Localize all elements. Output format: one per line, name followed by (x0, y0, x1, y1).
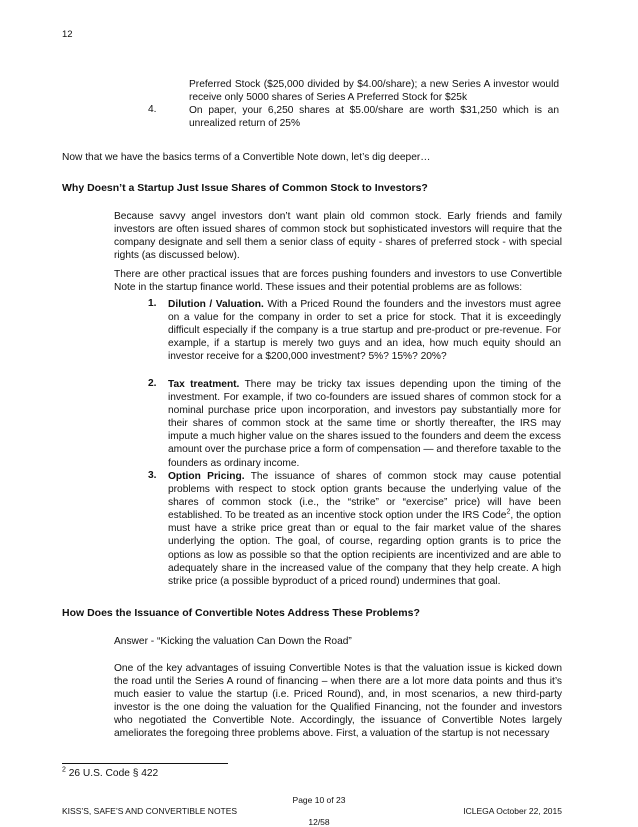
intro-paragraph: Now that we have the basics terms of a Convertible Note down, let’s dig deeper… (62, 152, 431, 163)
footnote-divider (62, 763, 228, 764)
issue-3 (168, 470, 561, 588)
list-number-4: 4. (148, 104, 157, 115)
issue-3-title: Option Pricing. (168, 471, 245, 482)
issue-1-title: Dilution / Valuation. (168, 299, 264, 310)
footer-right-date: ICLEGA October 22, 2015 (463, 806, 562, 816)
corner-page-number: 12 (62, 29, 73, 40)
issue-number-2: 2. (148, 378, 157, 389)
footnote (62, 768, 158, 779)
footnote-mark: 2 (62, 766, 66, 774)
issue-2-text: There may be tricky tax issues depending upon the timing of the investment. For example, if two co-founders are issued shares of common stock for a nominal purchase price upon incorporation, and investors pay substantially more for their shares of common stock at the same time or shortly thereafter, the IRS may impute a much higher value on the shares issued to the founders and deem the excess amount over the purchase price a form of compensation — and therefore taxable to the founders as ordinary income. (168, 379, 562, 469)
footnote-text: 26 U.S. Code § 422 (65, 768, 159, 779)
footer-slide-number: 12/58 (308, 817, 330, 827)
answer-line: Answer - “Kicking the valuation Can Down the Road” (114, 636, 352, 647)
issue-3-text-b: , the option must have a strike price great than or equal to the fair market value of the shares underlying the option. The goal, of course, regarding option grants is to price the options as low as possible so that the option recipients are incentivized and are able to adequately share in the increased value of the company that they help create. A high strike price (a possible byproduct of a priced round) undermines that goal. (168, 510, 561, 587)
section-heading-2: How Does the Issuance of Convertible Notes Address These Problems? (62, 607, 420, 619)
carryover-text: Preferred Stock ($25,000 divided by $4.00/share); a new Series A investor would receive only 5000 shares of Series A Preferred Stock for $25k (189, 79, 559, 104)
issue-number-1: 1. (148, 298, 157, 309)
footnote-reference[interactable]: 2 (506, 508, 511, 516)
issue-2 (168, 378, 561, 470)
footer-left-title: KISS’S, SAFE’S AND CONVERTIBLE NOTES (62, 806, 238, 816)
issue-1 (168, 298, 561, 363)
issue-number-3: 3. (148, 470, 157, 481)
section-heading-1: Why Doesn’t a Startup Just Issue Shares of Common Stock to Investors? (62, 182, 428, 194)
section2-paragraph: One of the key advantages of issuing Convertible Notes is that the valuation issue is kicked down the road until the Series A round of financing – when there are a lot more data points and thus it’s much easier to value the startup (i.e. Priced Round), and, in most scenarios, a new third-party investor is the one doing the valuation for the Qualified Financing, not the founder and investors who negotiated the Convertible Note. Accordingly, the issuance of Convertible Notes largely ameliorates the foregoing three problems above. First, a valuation of the startup is not necessary (114, 663, 562, 740)
section1-paragraph-1: Because savvy angel investors don’t want plain old common stock. Early friends and family investors are often issued shares of common stock but sophisticated investors will require that the company designate and sell them a senior class of equity - shares of preferred stock - with special rights (as discussed below). (114, 211, 562, 262)
section1-paragraph-2: There are other practical issues that are forces pushing founders and investors to use Convertible Note in the startup finance world. These issues and their potential problems are as follows: (114, 269, 562, 294)
issue-3-text-a: The issuance of shares of common stock may cause potential problems with respect to stock option grants because the underlying value of the shares of common stock (i.e., the “strike” or “exercise” price) will have been established. To be treated as an incentive stock option under the IRS Code (168, 471, 561, 522)
issue-2-title: Tax treatment. (168, 379, 240, 390)
footer-page-number: Page 10 of 23 (292, 795, 346, 805)
list-item-4-text: On paper, your 6,250 shares at $5.00/share are worth $31,250 which is an unrealized return of 25% (189, 105, 559, 130)
issue-1-text: With a Priced Round the founders and the investors must agree on a value for the company in order to set a price for stock. That it is exceedingly difficult especially if the company is a true startup and pre-product or pre-revenue. For example, if a startup is merely two guys and an idea, how much equity should an investor receive for a $200,000 investment? 5%? 15%? 20%? (168, 299, 561, 363)
